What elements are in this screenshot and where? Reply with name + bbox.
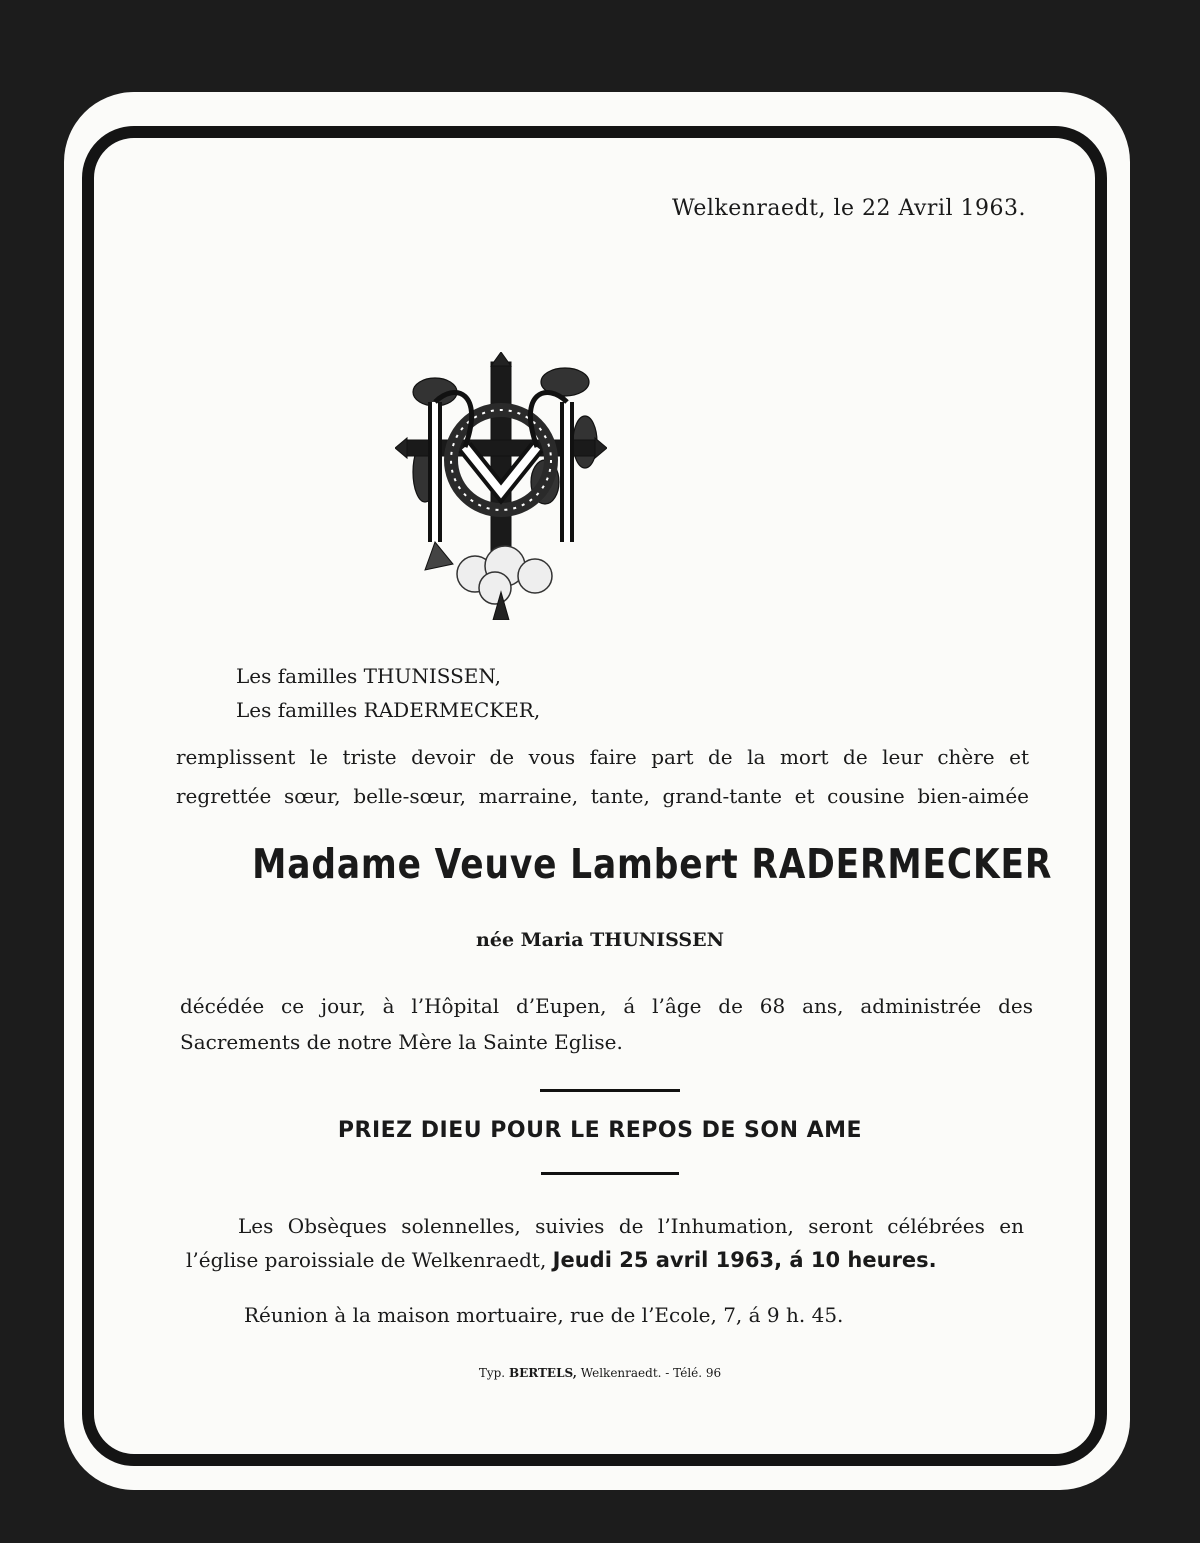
printer-contact: Welkenraedt. - Télé. 96: [580, 1366, 722, 1380]
deceased-name: Madame Veuve Lambert RADERMECKER: [252, 840, 1053, 888]
announcement-line-1: remplissent le triste devoir de vous faire part de la mort de leur chère et: [176, 745, 1029, 769]
death-details-line-2: Sacrements de notre Mère la Sainte Eglise.: [180, 1030, 623, 1054]
printer-prefix: Typ.: [478, 1366, 506, 1380]
funeral-date-time: Jeudi 25 avril 1963, á 10 heures.: [552, 1248, 937, 1272]
funeral-line-2: [186, 1248, 937, 1272]
printer-name: BERTELS,: [508, 1366, 577, 1380]
funeral-line-1: Les Obsèques solennelles, suivies de l’Inhumation, seront célébrées en: [238, 1214, 1024, 1238]
prayer-line: PRIEZ DIEU POUR LE REPOS DE SON AME: [337, 1118, 863, 1143]
funeral-location: l’église paroissiale de Welkenraedt,: [186, 1248, 547, 1272]
divider-bottom: [541, 1172, 679, 1175]
printer-credit: [0, 1366, 1200, 1380]
announcement-line-2: regrettée sœur, belle-sœur, marraine, tante, grand-tante et cousine bien-aimée: [176, 784, 1029, 808]
maiden-name: née Maria THUNISSEN: [476, 929, 724, 951]
marian-monogram-icon: [395, 352, 607, 620]
death-details-line-1: décédée ce jour, à l’Hôpital d’Eupen, á l’âge de 68 ans, administrée des: [180, 994, 1033, 1018]
gathering-line: Réunion à la maison mortuaire, rue de l’Ecole, 7, á 9 h. 45.: [244, 1303, 844, 1327]
family-line-2: Les familles RADERMECKER,: [236, 698, 541, 722]
date-line: Welkenraedt, le 22 Avril 1963.: [672, 196, 1026, 221]
family-line-1: Les familles THUNISSEN,: [236, 664, 501, 688]
divider-top: [540, 1089, 680, 1092]
